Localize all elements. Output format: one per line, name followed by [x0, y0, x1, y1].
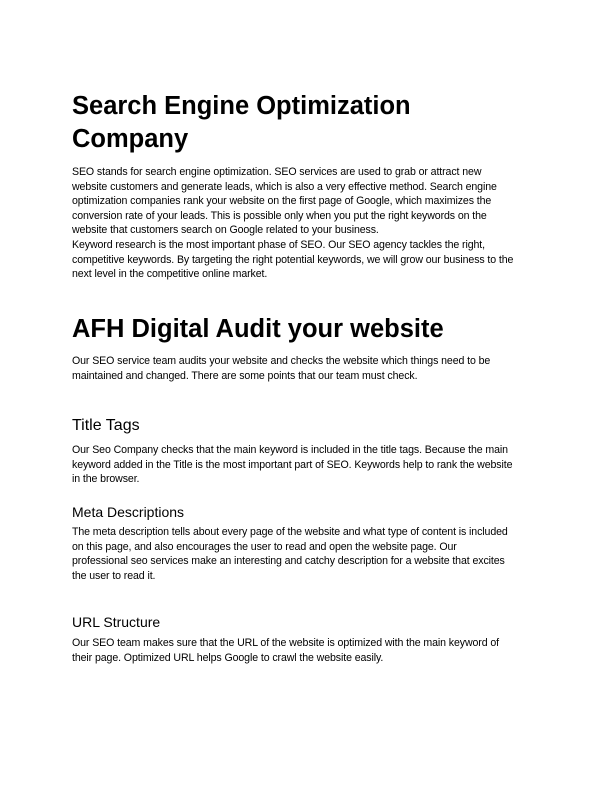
- text-line: Keyword research is the most important phase of SEO. Our SEO agency tackles the right,: [72, 238, 485, 251]
- page-title: [72, 90, 411, 156]
- text-line: their page. Optimized URL helps Google to crawl the website easily.: [72, 651, 384, 664]
- text-line: competitive keywords. By targeting the right potential keywords, we will grow our business to the: [72, 253, 514, 266]
- text-line: The meta description tells about every page of the website and what type of content is included: [72, 526, 508, 538]
- text-line: conversion rate of your leads. This is possible only when you put the right keywords on the: [72, 209, 487, 222]
- text-line: the user to read it.: [72, 569, 156, 582]
- text-line: optimization companies rank your website on the first page of Google, which maximizes the: [72, 195, 492, 208]
- title-line: Search Engine Optimization: [72, 92, 411, 120]
- text-line: Our SEO service team audits your website and checks the website which things need to be: [72, 355, 491, 367]
- intro-paragraph: [72, 165, 513, 282]
- text-line: next level in the competitive online market.: [72, 268, 268, 281]
- audit-heading: AFH Digital Audit your website: [72, 315, 444, 343]
- text-line: website that customers search on Google related to your business.: [72, 224, 379, 237]
- title-tags-paragraph: [72, 443, 512, 487]
- text-line: Our Seo Company checks that the main keyword is included in the title tags. Because the main: [72, 444, 508, 456]
- title-line: Company: [72, 125, 189, 153]
- meta-paragraph: [72, 525, 508, 583]
- text-line: keyword added in the Title is the most important part of SEO. Keywords help to rank the website: [72, 458, 513, 471]
- text-line: on this page, and also encourages the user to read and open the website page. Our: [72, 540, 457, 553]
- audit-paragraph: [72, 354, 490, 383]
- text-line: Our SEO team makes sure that the URL of the website is optimized with the main keyword of: [72, 637, 500, 649]
- text-line: SEO stands for search engine optimization. SEO services are used to grab or attract new: [72, 166, 482, 178]
- title-tags-heading: Title Tags: [72, 417, 140, 434]
- text-line: website customers and generate leads, which is also a very effective method. Search engine: [72, 180, 497, 193]
- meta-heading: Meta Descriptions: [72, 504, 185, 520]
- url-heading: URL Structure: [72, 614, 161, 630]
- url-paragraph: [72, 636, 499, 665]
- text-line: professional seo services make an interesting and catchy description for a website that excites: [72, 555, 505, 568]
- text-line: in the browser.: [72, 473, 140, 486]
- text-line: maintained and changed. There are some points that our team must check.: [72, 369, 418, 382]
